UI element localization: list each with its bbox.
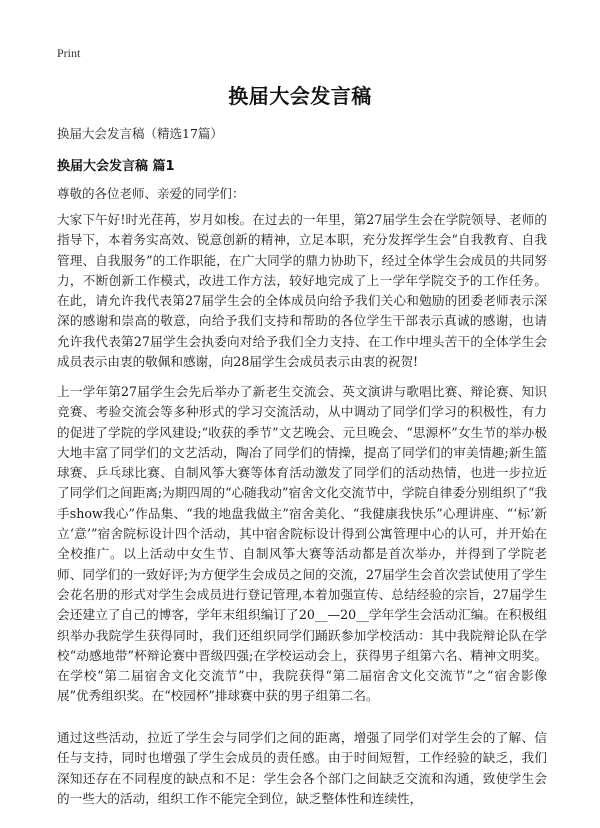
body-paragraph: 上一学年第27届学生会先后举办了新老生交流会、英文演讲与歌唱比赛、辩论赛、知识竞赛、考验交流会等多种形式的学习交流活动，从中调动了同学们学习的积极性，有力的促进了学院的学风建设;“收获的季节”文艺晚会、元旦晚会、“思源杯”女生节的举办极大地丰富了同学们的文艺活动，陶冶了同学们的情操，提高了同学们的审美情趣;新生篮球赛、乒乓球比赛、自制风筝大赛等体育活动激发了同学们的活动热情，也进一步拉近了同学们之间距离;为期四周的“心随我动”宿舍文化交流节中，学院自律委分别组织了“我手show我心”作品集、“我的地盘我做主”宿舍美化、“我健康我快乐”心理讲座、“‘标’新立‘意’”宿舍院标设计四个活动，其中宿舍院标设计得到公寓管理中心的认可，并开始在全校推广。以上活动中女生节、自制风筝大赛等活动都是首次举办，并得到了学院老师、同学们的一致好评;为方便学生会成员之间的交流，27届学生会首次尝试使用了学生会花名册的形式对学生会成员进行登记管理,本着加强宣传、总结经验的宗旨，27届学生会还建立了自己的博客，学年末组织编订了20__—20__学年学生会活动汇编。在积极组织举办我院学生获得同时，我们还组织同学们踊跃参加学校活动：其中我院辩论队在学校“动感地带”杯辩论赛中晋级四强;在学校运动会上，获得男子组第六名、精神文明奖。在学校“第二届宿舍文化交流节”中，我院获得“第二届宿舍文化交流节”之“宿舍影像展”优秀组织奖。在“校园杯”排球赛中获的男子组第二名。	[57, 384, 547, 704]
section-heading: 换届大会发言稿 篇1	[57, 159, 175, 174]
document-subtitle: 换届大会发言稿（精选17篇）	[57, 126, 223, 141]
body-paragraph: 通过这些活动，拉近了学生会与同学们之间的距离，增强了同学们对学生会的了解、信任与支持，同时也增强了学生会成员的责任感。由于时间短暂，工作经验的缺乏，我们深知还存在不同程度的缺点和不足：学生会各个部门之间缺乏交流和沟通，致使学生会的一些大的活动，组织工作不能完全到位，缺乏整体性和连续性，	[57, 730, 547, 806]
print-link[interactable]: Print	[57, 46, 81, 60]
page-title: 换届大会发言稿	[228, 84, 372, 108]
body-paragraph: 大家下午好!时光荏苒，岁月如梭。在过去的一年里，第27届学生会在学院领导、老师的指导下，本着务实高效、锐意创新的精神，立足本职，充分发挥学生会“自我教育、自我管理、自我服务”的工作职能，在广大同学的鼎力协助下，经过全体学生会成员的共同努力，不断创新工作模式，改进工作方法，较好地完成了上一学年学院交予的工作任务。在此，请允许我代表第27届学生会的全体成员向给予我们关心和勉励的团委老师表示深深的感谢和崇高的敬意，向给予我们支持和帮助的各位学生干部表示真诚的感谢，也请允许我代表第27届学生会执委向对给予我们全力支持、在工作中埋头苦干的全体学生会成员表示由衷的敬佩和感谢，向28届学生会成员表示由衷的祝贺!	[57, 212, 547, 370]
greeting-line: 尊敬的各位老师、亲爱的同学们：	[57, 186, 245, 201]
